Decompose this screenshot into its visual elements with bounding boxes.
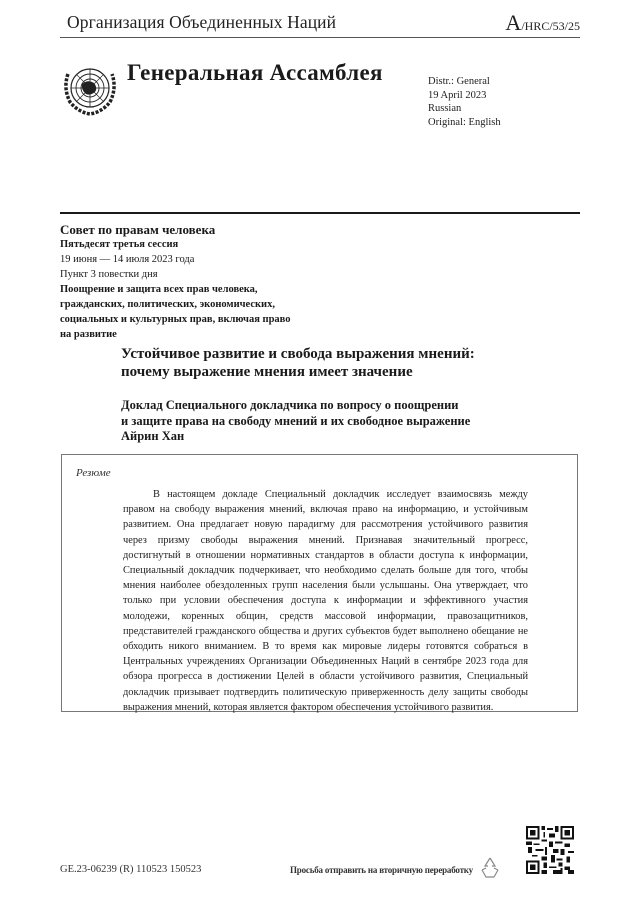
council-name: Совет по правам человека — [60, 222, 216, 237]
distribution-info — [428, 75, 501, 129]
agenda-title: Поощрение и защита всех прав человека, гражданских, политических, экономических, социальных и культурных прав, включая право на развитие — [60, 284, 291, 340]
document-title — [121, 345, 521, 381]
un-emblem-icon — [60, 60, 120, 118]
title-line: почему выражение мнения имеет значение — [121, 364, 413, 380]
qr-code-icon — [526, 826, 574, 874]
document-symbol — [505, 10, 580, 36]
distr-language: Russian — [428, 103, 462, 115]
distr-original: Original: English — [428, 116, 501, 128]
body-name: Генеральная Ассамблея — [127, 60, 383, 85]
recycle-icon — [478, 855, 502, 881]
distr-line: Distr.: General — [428, 76, 490, 87]
job-number: GE.23-06239 (R) 110523 150523 — [60, 864, 202, 875]
session-name: Пятьдесят третья сессия — [60, 239, 179, 250]
title-line: Устойчивое развитие и свобода выражения мнений: — [121, 346, 475, 362]
author-name: Айрин Хан — [121, 429, 185, 443]
symbol-prefix: A — [505, 10, 522, 35]
subtitle-line: Доклад Специального докладчика по вопросу о поощрении — [121, 398, 459, 412]
summary-label: Резюме — [76, 467, 111, 479]
document-subtitle — [121, 398, 521, 445]
recycle-text: Просьба отправить на вторичную переработку — [290, 865, 473, 875]
subtitle-line: и защите права на свободу мнений и их свободное выражение — [121, 413, 471, 428]
symbol-rest: /HRC/53/25 — [521, 19, 580, 33]
top-rule — [60, 37, 580, 38]
agenda-item: Пункт 3 повестки дня — [60, 269, 158, 280]
organization-name: Организация Объединенных Наций — [67, 12, 337, 32]
header-rule — [60, 212, 580, 214]
summary-text: В настоящем докладе Специальный докладчик исследует взаимосвязь между правом на свободу выражения мнений, включая право на информацию, и устойчивым развитием. Она предлагает новую парадигму для рассмотрения устойчивого развития через призму свободы выражения мнений. Признавая значительный прогресс, достигнутый в отношении нормативных стандартов в области доступа к информации, Специальный докладчик подчеркивает, что необходимо сделать больше для того, чтобы мнения наиболее обездоленных групп населения были услышаны. Она утверждает, что только при условии обеспечения доступа к информации и эффективного участия молодежи, коренных общин, средств массовой информации, правозащитников, представителей гражданского общества и других субъектов будет выполнено обещание не обходить никого вниманием. В то время как мировые лидеры готовятся собраться в Центральных учреждениях Организации Объединенных Наций в сентябре 2023 года для обзора прогресса в достижении Целей в области устойчивого развития, Специальный докладчик призывает подтвердить политическую приверженность делу защиты свободы выражения мнений, которая является фактором обеспечения устойчивого развития. — [123, 489, 528, 713]
summary-box — [61, 454, 578, 712]
session-dates: 19 июня — 14 июля 2023 года — [60, 254, 195, 265]
distr-date: 19 April 2023 — [428, 89, 487, 101]
session-info — [60, 222, 300, 342]
